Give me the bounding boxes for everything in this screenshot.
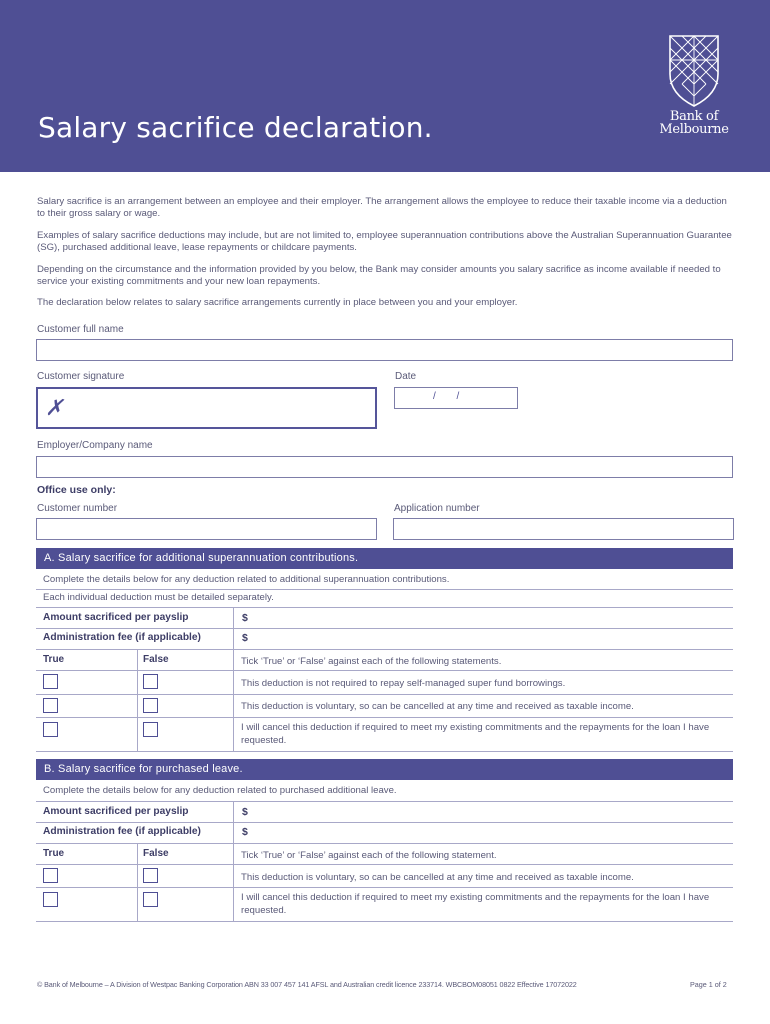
office-use-heading: Office use only: xyxy=(37,484,116,496)
section-a-statement-2: This deduction is voluntary, so can be cancelled at any time and received as taxable income. xyxy=(241,701,634,712)
section-a-header: A. Salary sacrifice for additional superannuation contributions. xyxy=(36,548,733,569)
customer-signature-label: Customer signature xyxy=(37,371,125,382)
divider xyxy=(36,649,733,650)
footer-legal-text: © Bank of Melbourne – A Division of Westpac Banking Corporation ABN 33 007 457 141 AFSL and Australian credit licence 233714. WBCBOM08051 0822 Effective 17072022 xyxy=(37,980,577,989)
customer-signature-field[interactable] xyxy=(36,387,377,429)
signature-x-mark: ✗ xyxy=(45,395,64,420)
section-a-statement-3-true-checkbox[interactable] xyxy=(43,722,58,737)
logo-line1: Bank of xyxy=(669,109,719,124)
section-b-fee-field[interactable]: $ xyxy=(242,826,248,838)
section-a-instruction-2: Each individual deduction must be detailed separately. xyxy=(43,592,274,603)
header-banner xyxy=(0,0,770,172)
page-title: Salary sacrifice declaration. xyxy=(38,111,433,144)
section-b-false-header: False xyxy=(143,848,169,859)
section-b-amount-label: Amount sacrificed per payslip xyxy=(43,806,189,817)
divider xyxy=(233,801,234,921)
divider xyxy=(36,628,733,629)
section-b-statement-2-true-checkbox[interactable] xyxy=(43,892,58,907)
section-a-true-header: True xyxy=(43,654,65,665)
divider xyxy=(36,801,733,802)
divider xyxy=(36,694,733,695)
section-b-statement-2-false-checkbox[interactable] xyxy=(143,892,158,907)
section-a-tick-instruction: Tick ‘True’ or ‘False’ against each of the following statements. xyxy=(241,656,502,667)
customer-full-name-field[interactable] xyxy=(36,339,733,361)
date-label: Date xyxy=(395,371,417,382)
section-a-statement-3: I will cancel this deduction if required to meet my existing commitments and the repayments for the loan I have requested. xyxy=(241,722,710,747)
divider xyxy=(137,649,138,751)
section-a-statement-1: This deduction is not required to repay self-managed super fund borrowings. xyxy=(241,678,566,689)
section-b-statement-2: I will cancel this deduction if required to meet my existing commitments and the repayments for the loan I have requested. xyxy=(241,892,710,917)
divider xyxy=(36,887,733,888)
intro-paragraph-4: The declaration below relates to salary sacrifice arrangements currently in place between you and your employer. xyxy=(37,297,518,308)
page-number: Page 1 of 2 xyxy=(690,980,727,989)
divider xyxy=(137,843,138,921)
section-a-amount-field[interactable]: $ xyxy=(242,612,248,624)
divider xyxy=(36,843,733,844)
customer-number-field[interactable] xyxy=(36,518,377,540)
employer-name-field[interactable] xyxy=(36,456,733,478)
shield-icon xyxy=(668,34,720,108)
section-b-amount-field[interactable]: $ xyxy=(242,806,248,818)
section-a-amount-label: Amount sacrificed per payslip xyxy=(43,612,189,623)
divider xyxy=(36,670,733,671)
section-a-fee-label: Administration fee (if applicable) xyxy=(43,632,201,643)
intro-paragraph-1: Salary sacrifice is an arrangement between an employee and their employer. The arrangement allows the employee to reduce their taxable income via a deduction to their gross salary or wage. xyxy=(37,196,727,220)
section-a-statement-2-false-checkbox[interactable] xyxy=(143,698,158,713)
divider xyxy=(36,822,733,823)
divider xyxy=(36,751,733,752)
section-a-statement-2-true-checkbox[interactable] xyxy=(43,698,58,713)
bank-logo xyxy=(652,34,736,144)
intro-paragraph-2: Examples of salary sacrifice deductions may include, but are not limited to, employee superannuation contributions above the Australian Superannuation Guarantee (SG), purchased additional leave, lease repayments or childcare payments. xyxy=(37,230,732,254)
intro-paragraph-3: Depending on the circumstance and the information provided by you below, the Bank may consider amounts you salary sacrifice as income available if needed to service your existing commitments and your new loan repayments. xyxy=(37,264,721,288)
divider xyxy=(36,921,733,922)
section-b-statement-1: This deduction is voluntary, so can be cancelled at any time and received as taxable income. xyxy=(241,872,634,883)
employer-name-label: Employer/Company name xyxy=(37,440,153,451)
customer-number-label: Customer number xyxy=(37,503,118,514)
section-a-statement-1-true-checkbox[interactable] xyxy=(43,674,58,689)
section-b-instruction: Complete the details below for any deduction related to purchased additional leave. xyxy=(43,785,397,796)
section-b-tick-instruction: Tick ‘True’ or ‘False’ against each of the following statement. xyxy=(241,850,497,861)
logo-text xyxy=(652,110,736,136)
section-a-statement-3-false-checkbox[interactable] xyxy=(143,722,158,737)
application-number-label: Application number xyxy=(394,503,480,514)
section-b-fee-label: Administration fee (if applicable) xyxy=(43,826,201,837)
application-number-field[interactable] xyxy=(393,518,734,540)
section-b-statement-1-false-checkbox[interactable] xyxy=(143,868,158,883)
divider xyxy=(36,717,733,718)
section-a-false-header: False xyxy=(143,654,169,665)
date-field[interactable]: / / xyxy=(394,387,518,409)
logo-line2: Melbourne xyxy=(659,122,729,137)
section-b-statement-1-true-checkbox[interactable] xyxy=(43,868,58,883)
section-b-true-header: True xyxy=(43,848,65,859)
divider xyxy=(36,864,733,865)
section-a-statement-1-false-checkbox[interactable] xyxy=(143,674,158,689)
divider xyxy=(233,607,234,751)
section-b-header: B. Salary sacrifice for purchased leave. xyxy=(36,759,733,780)
section-a-instruction-1: Complete the details below for any deduction related to additional superannuation contributions. xyxy=(43,574,450,585)
section-a-fee-field[interactable]: $ xyxy=(242,632,248,644)
divider xyxy=(36,589,733,590)
divider xyxy=(36,607,733,608)
customer-full-name-label: Customer full name xyxy=(37,324,124,335)
